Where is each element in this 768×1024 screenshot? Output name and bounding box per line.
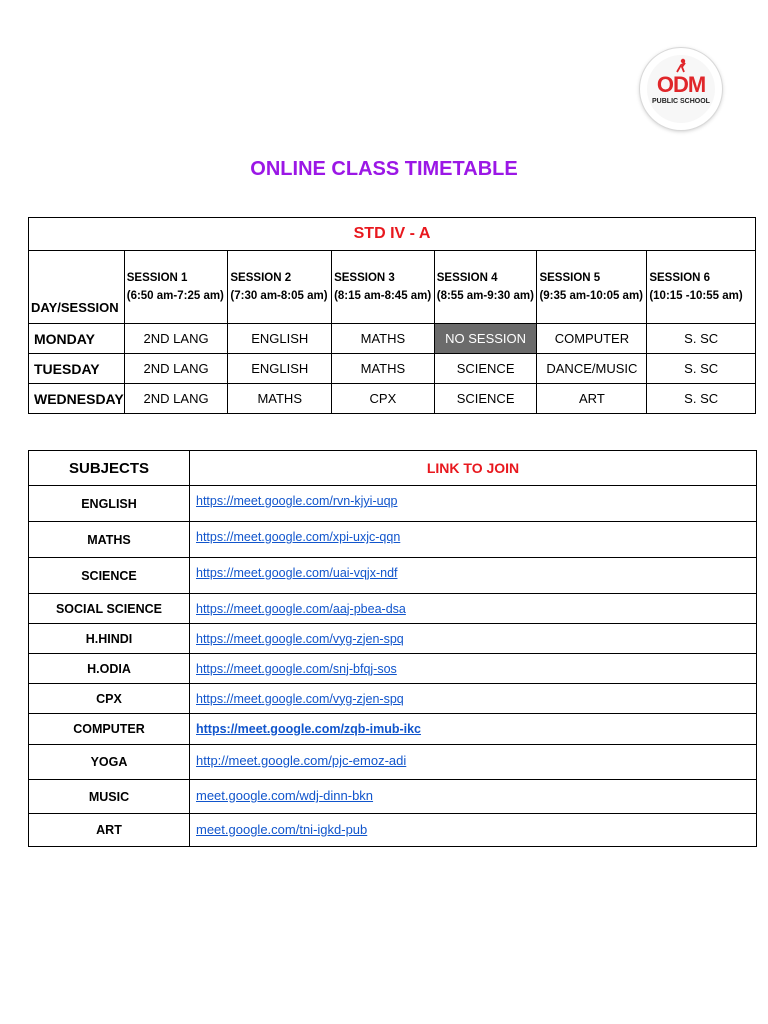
- subject-label: H.ODIA: [29, 654, 190, 684]
- timetable-cell: DANCE/MUSIC: [537, 354, 647, 384]
- timetable-cell: ART: [537, 384, 647, 414]
- link-row: [29, 814, 757, 847]
- meet-link[interactable]: http://meet.google.com/pjc-emoz-adi: [190, 745, 757, 780]
- timetable-cell: ENGLISH: [228, 324, 332, 354]
- subject-label: YOGA: [29, 745, 190, 780]
- session-time: (10:15 -10:55 am): [649, 290, 743, 302]
- logo-figure-icon: [675, 58, 687, 74]
- meet-link[interactable]: meet.google.com/tni-igkd-pub: [190, 814, 757, 847]
- timetable-cell: ENGLISH: [228, 354, 332, 384]
- timetable-row-tuesday: [29, 354, 756, 384]
- session-time: (9:35 am-10:05 am): [539, 290, 644, 302]
- day-label: WEDNESDAY: [29, 384, 125, 414]
- no-session-cell: NO SESSION: [434, 324, 537, 354]
- session-header: [537, 251, 647, 324]
- subject-label: SOCIAL SCIENCE: [29, 594, 190, 624]
- session-header: [124, 251, 228, 324]
- timetable-cell: COMPUTER: [537, 324, 647, 354]
- session-time: (8:55 am-9:30 am): [436, 290, 534, 302]
- subject-label: ART: [29, 814, 190, 847]
- meet-link[interactable]: https://meet.google.com/snj-bfqj-sos: [190, 654, 757, 684]
- timetable-cell: S. SC: [647, 324, 756, 354]
- link-row: [29, 522, 757, 558]
- session-time: (6:50 am-7:25 am): [126, 290, 224, 302]
- links-table: [28, 450, 757, 847]
- session-name: SESSION 2: [230, 272, 292, 284]
- timetable-cell: S. SC: [647, 354, 756, 384]
- link-row: [29, 714, 757, 745]
- meet-link[interactable]: https://meet.google.com/zqb-imub-ikc: [190, 714, 757, 745]
- session-header: [434, 251, 537, 324]
- logo-brand: ODM: [656, 71, 706, 97]
- link-row: [29, 486, 757, 522]
- session-header: [228, 251, 332, 324]
- meet-link[interactable]: https://meet.google.com/uai-vqjx-ndf: [190, 558, 757, 594]
- session-header: [647, 251, 756, 324]
- timetable-cell: 2ND LANG: [124, 354, 228, 384]
- timetable-row-wednesday: [29, 384, 756, 414]
- timetable-cell: CPX: [332, 384, 435, 414]
- class-label: STD IV - A: [29, 218, 756, 251]
- links-header-row: [29, 451, 757, 486]
- timetable-cell: MATHS: [332, 324, 435, 354]
- timetable-cell: SCIENCE: [434, 384, 537, 414]
- session-header: [332, 251, 435, 324]
- subject-label: H.HINDI: [29, 624, 190, 654]
- subject-label: CPX: [29, 684, 190, 714]
- link-row: [29, 558, 757, 594]
- meet-link[interactable]: https://meet.google.com/vyg-zjen-spq: [190, 684, 757, 714]
- session-time: (7:30 am-8:05 am): [230, 290, 328, 302]
- day-session-header: DAY/SESSION: [29, 251, 125, 324]
- timetable-cell: 2ND LANG: [124, 384, 228, 414]
- link-row: [29, 745, 757, 780]
- timetable: [28, 217, 756, 414]
- session-name: SESSION 3: [334, 272, 395, 284]
- session-name: SESSION 4: [436, 272, 498, 284]
- timetable-cell: S. SC: [647, 384, 756, 414]
- session-time: (8:15 am-8:45 am): [334, 290, 432, 302]
- session-name: SESSION 6: [649, 272, 711, 284]
- session-name: SESSION 1: [126, 272, 188, 284]
- logo-subtitle: PUBLIC SCHOOL: [652, 97, 710, 105]
- meet-link[interactable]: https://meet.google.com/rvn-kjyi-uqp: [190, 486, 757, 522]
- timetable-cell: SCIENCE: [434, 354, 537, 384]
- page-title: ONLINE CLASS TIMETABLE: [250, 158, 518, 180]
- day-label: MONDAY: [29, 324, 125, 354]
- timetable-cell: MATHS: [332, 354, 435, 384]
- timetable-cell: MATHS: [228, 384, 332, 414]
- day-label: TUESDAY: [29, 354, 125, 384]
- timetable-row-monday: [29, 324, 756, 354]
- subject-label: COMPUTER: [29, 714, 190, 745]
- link-row: [29, 684, 757, 714]
- timetable-cell: 2ND LANG: [124, 324, 228, 354]
- meet-link[interactable]: https://meet.google.com/xpi-uxjc-qqn: [190, 522, 757, 558]
- link-row: [29, 624, 757, 654]
- link-header: LINK TO JOIN: [190, 451, 757, 486]
- meet-link[interactable]: https://meet.google.com/vyg-zjen-spq: [190, 624, 757, 654]
- link-row: [29, 594, 757, 624]
- session-header-row: [29, 251, 756, 324]
- session-name: SESSION 5: [539, 272, 601, 284]
- link-row: [29, 654, 757, 684]
- subject-label: SCIENCE: [29, 558, 190, 594]
- meet-link[interactable]: https://meet.google.com/aaj-pbea-dsa: [190, 594, 757, 624]
- meet-link[interactable]: meet.google.com/wdj-dinn-bkn: [190, 780, 757, 814]
- subject-label: MATHS: [29, 522, 190, 558]
- subject-label: ENGLISH: [29, 486, 190, 522]
- link-row: [29, 780, 757, 814]
- subject-label: MUSIC: [29, 780, 190, 814]
- subjects-header: SUBJECTS: [29, 451, 190, 486]
